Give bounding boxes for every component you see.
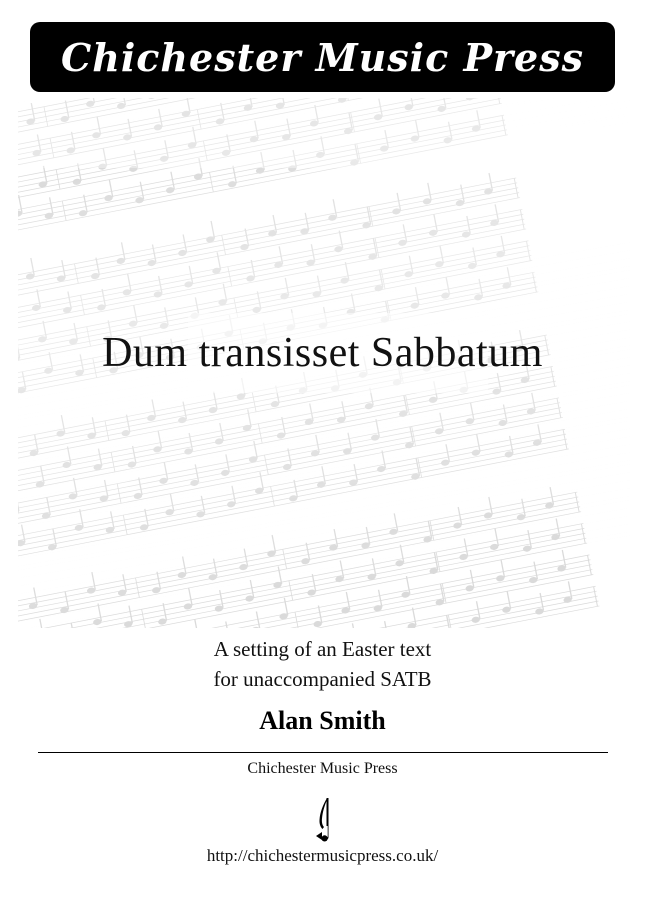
- publisher-banner: [30, 22, 615, 92]
- quill-pen-icon: [306, 796, 340, 846]
- subtitle-block: [0, 634, 645, 695]
- imprint-label: Chichester Music Press: [247, 760, 398, 777]
- publisher-banner-label: Chichester Music Press: [60, 34, 585, 80]
- publisher-logo: [0, 796, 645, 846]
- publisher-url[interactable]: http://chichestermusicpress.co.uk/: [206, 846, 439, 865]
- composer-name: Alan Smith: [259, 706, 386, 735]
- subtitle-line-1: A setting of an Easter text: [213, 637, 432, 661]
- divider: [38, 752, 608, 753]
- page-title: Dum transisset Sabbatum: [102, 330, 543, 376]
- subtitle-line-2: for unaccompanied SATB: [213, 667, 432, 692]
